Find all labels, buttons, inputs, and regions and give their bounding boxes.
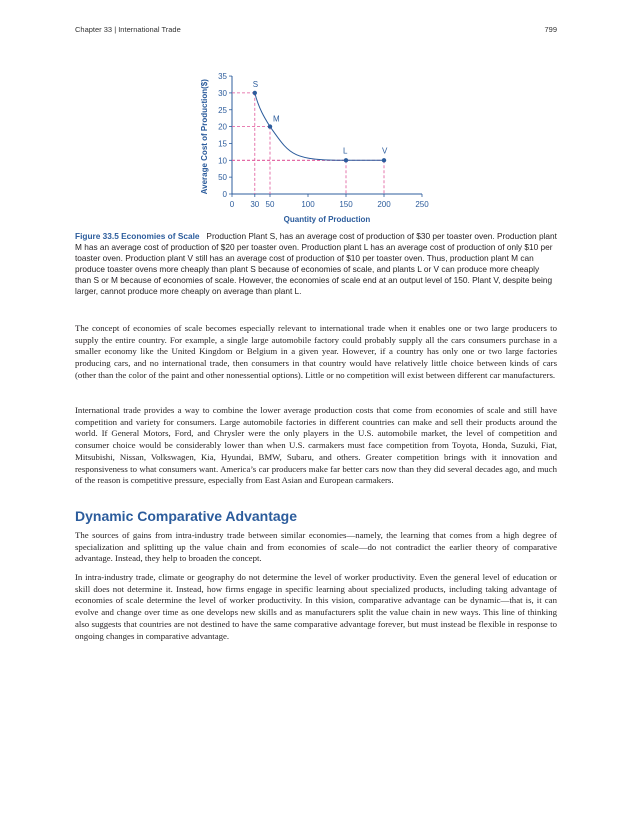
y-tick-label: 10 <box>218 156 227 166</box>
data-point-s <box>253 91 257 95</box>
paragraph-3: The sources of gains from intra-industry trade between similar economies—namely, the learning that comes from a high degree of specialization and splitting up the value chain and from economies of scale—do not contradict the earlier theory of comparative advantage. Instead, they help to broaden the concept. <box>75 530 557 564</box>
figure-caption-text: Production Plant S, has an average cost of production of $30 per toaster oven. Production plant M has an average cost of production of $20 per toaster oven. Production plant L has an average cost of production of only $10 per toaster oven. Production plant V still has an average cost of production of $10 per toaster oven. Thus, production plant M can produce toaster ovens more cheaply than plant S because of economies of scale, and plants L or V can produce more cheaply than S or M because of economies of scale. However, the economies of scale end at an output level of 150. Plant V, despite being larger, cannot produce more cheaply on average than plant L. <box>75 231 557 297</box>
average-cost-curve <box>255 93 384 160</box>
x-tick-label: 150 <box>339 200 353 209</box>
y-axis-title: Average Cost of Production($) <box>200 79 209 195</box>
x-tick-label: 30 <box>250 200 260 209</box>
point-label-v: V <box>382 146 388 156</box>
section-heading: Dynamic Comparative Advantage <box>75 508 297 524</box>
figure-caption <box>75 231 557 298</box>
data-point-v <box>382 158 386 162</box>
figure-label: Figure 33.5 Economies of Scale <box>75 231 200 241</box>
x-tick-label: 250 <box>415 200 429 209</box>
x-axis-title: Quantity of Production <box>283 215 371 224</box>
paragraph-2: International trade provides a way to combine the lower average production costs that come from economies of scale and still have competition and variety for consumers. Large automobile factories in different countries can make and sell their products around the world. If General Motors, Ford, and Chrysler were the only players in the U.S. automobile market, the level of competition and consumer choice would be considerably lower than when U.S. carmakers must face competition from Toyota, Honda, Suzuki, Fiat, Mitsubishi, Nissan, Volkswagen, Kia, Hyundai, BMW, Subaru, and others. Greater competition brings with it innovation and responsiveness to what consumers want. America’s car producers make far better cars now than they did several decades ago, and much of the reason is competitive pressure, especially from East Asian and European carmakers. <box>75 405 557 486</box>
chapter-title: Chapter 33 | International Trade <box>75 25 181 34</box>
paragraph-4: In intra-industry trade, climate or geography do not determine the level of worker productivity. Even the general level of education or skill does not determine it. Instead, how firms engage in specific learning about specialized products, including taking advantage of economies of scale determine the level of worker productivity. In this vision, comparative advantage can be dynamic—that is, it can evolve and change over time as one develops new skills and as manufacturers split the value chain in new ways. This line of thinking also suggests that countries are not destined to have the same comparative advantage forever, but must instead be flexible in response to ongoing changes in comparative advantage. <box>75 572 557 641</box>
data-point-l <box>344 158 348 162</box>
economies-of-scale-chart <box>195 70 440 230</box>
chart-guide-lines <box>232 93 384 194</box>
x-tick-label: 200 <box>377 200 391 209</box>
data-point-m <box>268 124 272 128</box>
y-tick-label: 50 <box>218 173 227 183</box>
y-tick-label: 25 <box>218 105 227 115</box>
x-tick-label: 100 <box>301 200 315 209</box>
point-label-s: S <box>252 79 259 89</box>
paragraph-1: The concept of economies of scale becomes especially relevant to international trade when it enables one or two large producers to supply the entire country. For example, a single large automobile factory could probably supply all the cars consumers purchase in a smaller economy like the United Kingdom or Belgium in a given year. However, if a country has only one or two large factories producing cars, and no international trade, then consumers in that country would have relatively little choice between kinds of cars (other than the color of the paint and other nonessential options). Little or no competition will exist between different car manufacturers. <box>75 323 557 380</box>
chart-curve <box>255 93 384 160</box>
y-tick-label: 35 <box>218 72 227 82</box>
chart-points <box>253 80 388 163</box>
running-head <box>75 25 557 34</box>
page-number: 799 <box>544 25 557 34</box>
point-label-l: L <box>343 146 348 156</box>
y-tick-label: 15 <box>218 139 227 149</box>
point-label-m: M <box>273 114 280 124</box>
x-tick-label: 0 <box>229 200 235 209</box>
y-tick-label: 30 <box>218 88 227 98</box>
y-tick-label: 20 <box>218 122 227 132</box>
x-tick-label: 50 <box>265 200 275 209</box>
y-tick-label: 0 <box>222 190 227 199</box>
